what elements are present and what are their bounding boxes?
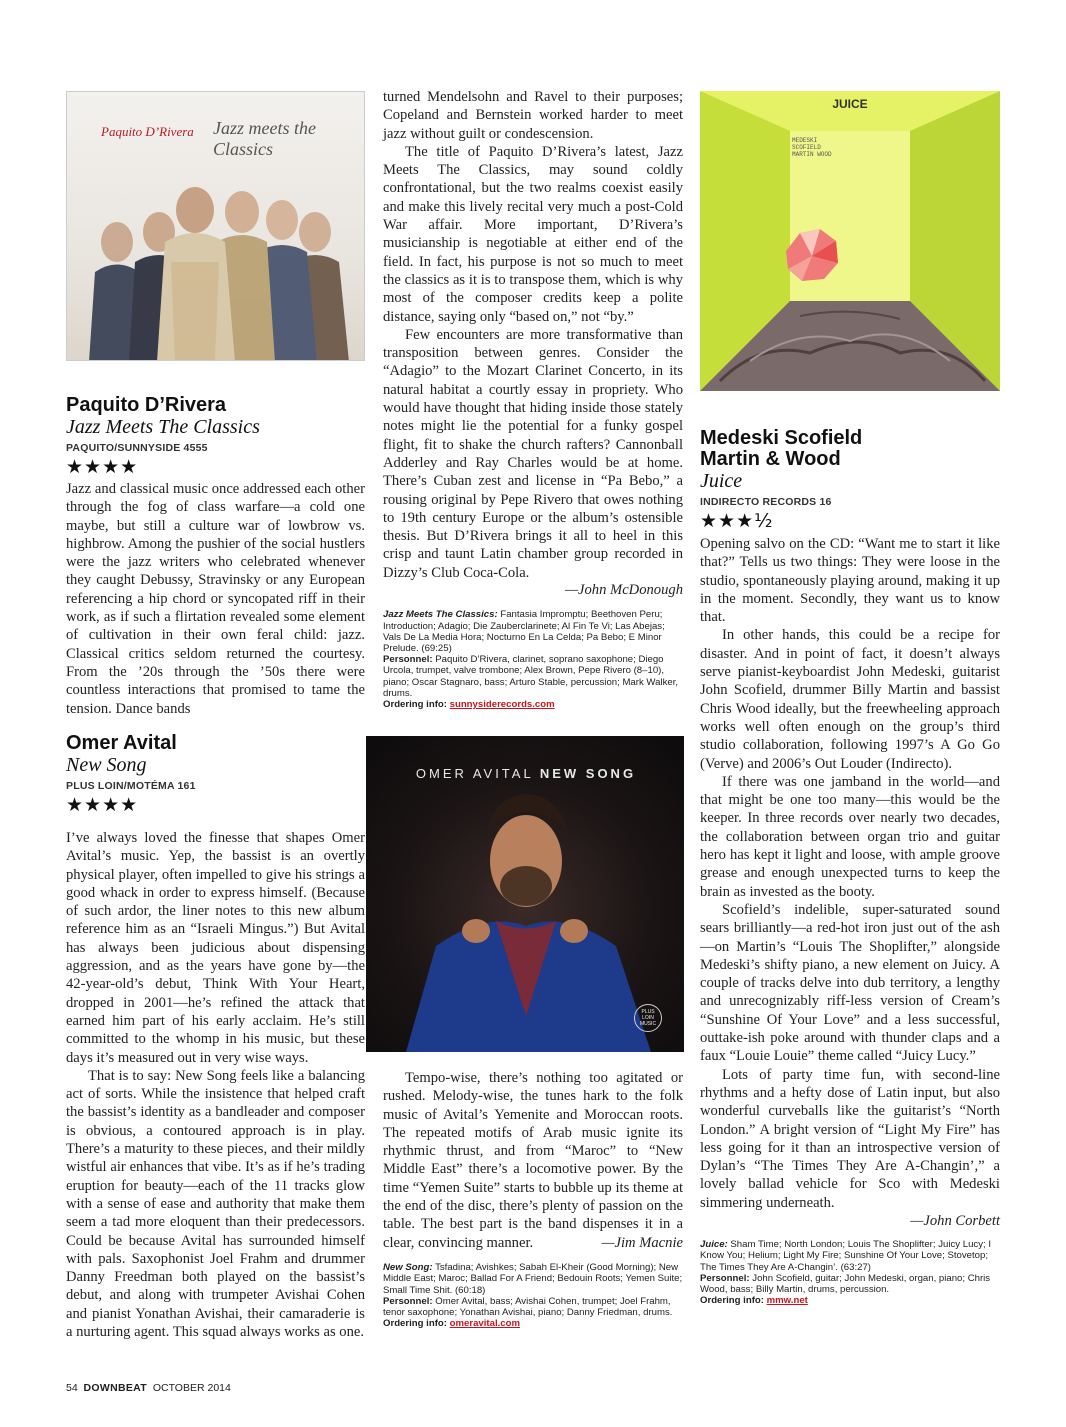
page-number: 54	[66, 1382, 78, 1394]
avital-review-header	[66, 733, 365, 826]
juice-paragraph-1: Opening salvo on the CD: “Want me to start it like that?” Tells us two things: They were loose in the studio, spontaneously playing around, making it up in the moment. Secondly, they want us to know that.	[700, 536, 1000, 626]
juice-artist-line-1: Medeski Scofield	[700, 427, 863, 449]
paquito-personnel-label: Personnel:	[383, 654, 433, 666]
avital-byline: —Jim Macnie	[601, 1234, 683, 1251]
paquito-review-body-2	[383, 88, 683, 710]
juice-byline: —John Corbett	[910, 1212, 1000, 1229]
juice-artist-line-2: Martin & Wood	[700, 448, 841, 470]
paquito-rating-stars: ★★★★	[66, 456, 139, 478]
magazine-name: DOWNBEAT	[83, 1382, 147, 1394]
paquito-artist: Paquito D’Rivera	[66, 394, 227, 416]
page-footer	[66, 1382, 231, 1394]
paquito-ordering-link[interactable]: sunnysiderecords.com	[449, 698, 555, 710]
avital-personnel-text: Omer Avital, bass; Avishai Cohen, trumpet; Joel Frahm, tenor saxophone; Yonathan Avishai, piano; Danny Friedman, drums.	[383, 1295, 673, 1319]
paquito-ordering-label: Ordering info:	[383, 698, 447, 710]
juice-paragraph-2: In other hands, this could be a recipe for disaster. And in point of fact, it doesn’t always serve pianist-keyboardist John Medeski, guitarist John Scofield, drummer Billy Martin and bassist Chris Wood ideally, but the freewheeling approach works well often enough on the group’s third studio collaboration, following 1997’s A Go Go (Verve) and 2006’s Out Louder (Indirecto).	[700, 627, 1000, 772]
paquito-paragraph-3: The title of Paquito D’Rivera’s latest, Jazz Meets The Classics, may sound coldly confrontational, but the two realms coexist easily and make this lively recital very much a post-Cold War affair. More important, D’Rivera’s musicianship is negotiable at either end of the field. In fact, his purpose is not so much to meet the classics as it is to transpose them, which is why most of the composer credits keep a polite distance, saying only “based on,” not “by.”	[383, 143, 683, 325]
paquito-review-header	[66, 395, 365, 488]
juice-album-cover	[700, 91, 1000, 391]
paquito-tracklist-label: Jazz Meets The Classics:	[383, 609, 498, 621]
avital-personnel	[383, 1296, 683, 1318]
avital-paragraph-2: That is to say: New Song feels like a balancing act of sorts. While the insistence that helped craft the bassist’s identity as a bandleader and composer is obvious, a contoured approach is in play. There’s a maturity to these pieces, and their mildly wistful air enhances that vibe. It’s as if he’s trading eruption for beauty—each of the 11 tracks glow with a sense of ease and authority that make them seem a tad more eloquent than their predecessors. Could be because Avital has surrounded himself with pals. Saxophonist Joel Frahm and drummer Danny Freedman both played on the bassist’s debut, and along with trumpeter Avishai Cohen and pianist Yonathan Avishai, their camaraderie is a nurturing agent. This squad always works as one.	[66, 1067, 365, 1341]
juice-cover-names: MEDESKI SCOFIELD MARTIN WOOD	[792, 137, 832, 158]
paquito-ordering-info	[383, 699, 683, 710]
juice-tracklist-label: Juice:	[700, 1239, 728, 1251]
paquito-album-title: Jazz Meets The Classics	[66, 416, 260, 438]
paquito-paragraph-2: turned Mendelsohn and Ravel to their purposes; Copeland and Bernstein worked harder to meet jazz without guilt or condescension.	[383, 89, 683, 142]
avital-tracklist-label: New Song:	[383, 1262, 433, 1274]
juice-paragraph-4: Scofield’s indelible, super-saturated sound sears brilliantly—a red-hot iron just out of the ash—on Martin’s “Louis The Shoplifter,” alongside Medeski’s shifty piano, a new element on Juicy. A couple of tracks delve into dub territory, a lengthy and unrecognizably riff-less version of Cream’s “Sunshine Of Your Love” and a less successful, outtake-ish poke around with thunder claps and a faux “Louie Louie” theme called “Juicy Lucy.”	[700, 901, 1000, 1065]
avital-tracklist	[383, 1262, 683, 1296]
juice-cover-art	[700, 91, 1000, 391]
avital-album-cover	[366, 736, 684, 1052]
avital-ordering-label: Ordering info:	[383, 1318, 447, 1330]
avital-cover-title	[386, 766, 666, 781]
plus-loin-logo	[634, 1004, 662, 1032]
paquito-byline: —John McDonough	[565, 582, 683, 599]
plus-loin-logo-text: PLUS LOIN MUSIC	[639, 1009, 657, 1027]
juice-album-title: Juice	[700, 470, 743, 492]
juice-personnel-text: John Scofield, guitar; John Medeski, organ, piano; Chris Wood, bass; Billy Martin, drums, percussion.	[700, 1272, 991, 1296]
paquito-paragraph-1: Jazz and classical music once addressed each other through the fog of class warfare—a cold one maybe, but still a culture war of lowbrow vs. highbrow. Among the pushier of the social hustlers were the jazz writers who celebrated whenever they caught Debussy, Stravinsky or any European referencing a hip chord or syncopated riff in their work, as if such a flirtation revealed some element of cultivation in their own feral child: jazz. Classical critics seldom returned the courtesy. From the ’20s through the ’50s there were countless interactions that promised to tame the tension. Dance bands	[66, 481, 365, 717]
juice-label: INDIRECTO RECORDS 16	[700, 496, 832, 508]
paquito-tracklist-text: Fantasia Impromptu; Beethoven Peru; Introduction; Adagio; Die Zauberclarinete; Al Fin Te Vi; Las Abejas; Vals De La Media Hora; Nocturno En La Celda; Pa Bebo; E Minor Prelude. (69:25)	[383, 609, 665, 654]
avital-cover-art	[366, 736, 684, 1052]
paquito-label: PAQUITO/SUNNYSIDE 4555	[66, 442, 208, 454]
avital-tracklist-text: Tsfadina; Avishkes; Sabah El-Kheir (Good Morning); New Middle East; Maroc; Ballad For A Friend; Bedouin Roots; Yemen Suite; Small Time Shit. (60:18)	[383, 1262, 683, 1296]
juice-cover-title: JUICE	[832, 97, 868, 111]
juice-ordering-info	[700, 1295, 1000, 1306]
avital-paragraph-3: Tempo-wise, there’s nothing too agitated or rushed. Melody-wise, the tunes hark to the folk music of Avital’s Yemenite and Moroccan roots. The repeated motifs of Arab music ignite its rhythmic thrust, and from “Maroc” to “New Middle East” there’s a locomotive power. By the time “Yemen Suite” starts to bubble up its theme at the end of the disc, there’s plenty of passion on the table. The best part is the band dispenses it in a clear, convincing manner.	[383, 1070, 683, 1251]
juice-review-header	[700, 428, 1000, 542]
juice-ordering-link[interactable]: mmw.net	[766, 1295, 808, 1307]
avital-label: PLUS LOIN/MOTÉMA 161	[66, 780, 196, 792]
avital-cover-album: NEW SONG	[539, 766, 637, 781]
juice-tracklist-text: Sham Time; North London; Louis The Shoplifter; Juicy Lucy; I Know You; Helium; Light My Fire; Sunshine Of Your Love; Stovetop; The Times They Are A-Changin’. (63:27)	[700, 1239, 991, 1273]
avital-cover-artist: OMER AVITAL	[415, 766, 534, 781]
avital-rating-stars: ★★★★	[66, 794, 139, 816]
juice-personnel	[700, 1273, 1000, 1295]
juice-ordering-label: Ordering info:	[700, 1295, 764, 1307]
juice-paragraph-5: Lots of party time fun, with second-line rhythms and a hefty dose of Latin input, but also wonderful curveballs like the guitarist’s “North London.” A bright version of “Light My Fire” has less going for it than an introspective version of Dylan’s “The Times They Are A-Changin’,” a lovely ballad vehicle for Sco with Medeski simmering underneath.	[700, 1066, 1000, 1211]
avital-ordering-info	[383, 1318, 683, 1329]
paquito-personnel-text: Paquito D’Rivera, clarinet, soprano saxophone; Diego Urcola, trumpet, valve trombone; Alex Brown, Pepe Rivero (8–10), piano; Oscar Stagnaro, bass; Arturo Stable, percussion; Mark Walker, drums.	[383, 654, 679, 699]
paquito-paragraph-4: Few encounters are more transformative than transposition between genres. Consider the “Adagio” to the Mozart Clarinet Concerto, in its natural habitat a courtly essay in propriety. Who would have thought that hiding inside those stately notes might lie the potential for a funky gospel flight, fit to shake the church rafters? Cannonball Adderley and Ray Charles would be at home. There’s Cuban zest and license in “Pa Bebo,” a rousing original by Pepe Rivero that owes nothing to 19th century Europe or the album’s ostensible thesis. But D’Rivera brings it all to heel in this crisp and taunt Latin chamber group recorded in Dizzy’s Club Coca-Cola.	[383, 326, 683, 581]
paquito-cover-artist: Paquito D’Rivera	[101, 124, 194, 139]
juice-rating-stars: ★★★½	[700, 510, 774, 532]
juice-tracklist	[700, 1239, 1000, 1273]
avital-review-body-2	[383, 1069, 683, 1329]
paquito-review-body-1	[66, 480, 365, 718]
paquito-tracklist	[383, 609, 683, 654]
issue-date: OCTOBER 2014	[152, 1382, 231, 1394]
paquito-album-cover	[66, 91, 365, 361]
paquito-cover-album: Jazz meets the Classics	[213, 118, 316, 159]
juice-paragraph-3: If there was one jamband in the world—and that might be one too many—this would be the keeper. In three records over nearly two decades, the collaboration between organ trio and guitar hero has kept it light and loose, with ample groove grease and enough unexpected turns to keep the brain as invested as the booty.	[700, 773, 1000, 900]
avital-paragraph-1: I’ve always loved the finesse that shapes Omer Avital’s music. Yep, the bassist is an overtly physical player, often impelled to give his strings a good whack in order to express himself. (Because of such ardor, the liner notes to this new album reference him as an “Israeli Mingus.”) But Avital has always been judicious about dispensing aggression, and as the years have gone by—the 42-year-old’s debut, Think With Your Heart, dropped in 2001—he’s refined the attack that earned him part of his early acclaim. He’s still committed to the whomp in his music, but these days it’s measured out in very wise ways.	[66, 830, 365, 1066]
avital-review-body-1	[66, 829, 365, 1341]
juice-personnel-label: Personnel:	[700, 1272, 750, 1284]
avital-personnel-label: Personnel:	[383, 1295, 433, 1307]
paquito-personnel	[383, 654, 683, 699]
avital-ordering-link[interactable]: omeravital.com	[449, 1318, 521, 1330]
avital-artist: Omer Avital	[66, 732, 177, 754]
juice-review-body	[700, 535, 1000, 1307]
avital-album-title: New Song	[66, 754, 147, 776]
